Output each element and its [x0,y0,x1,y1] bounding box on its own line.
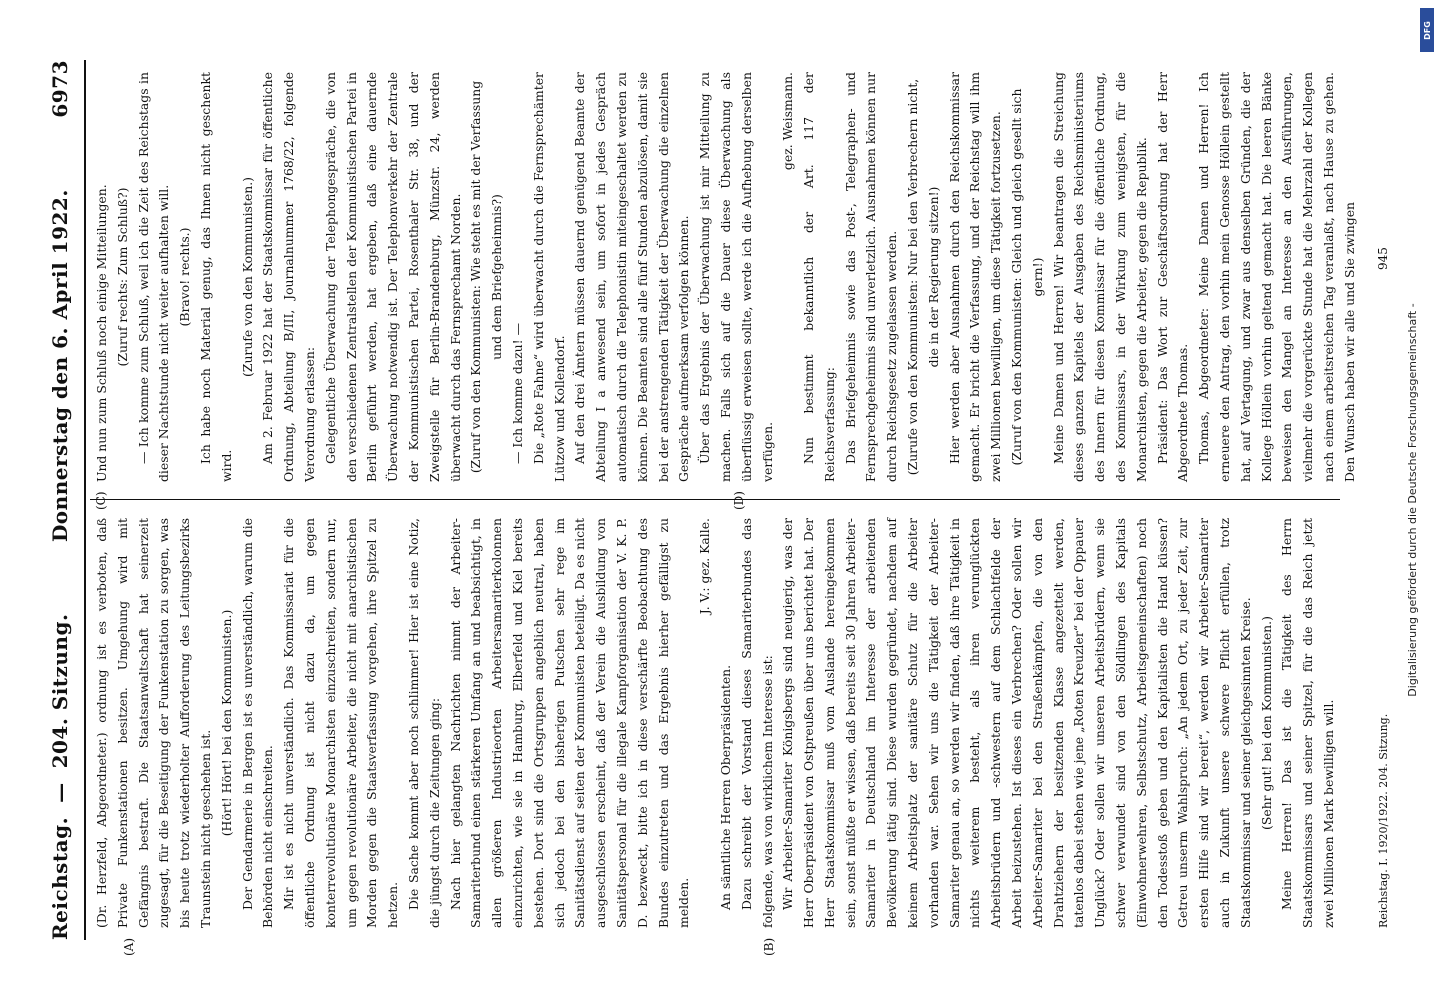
margin-marker-b: (B) [762,937,776,956]
speech-paragraph: Hier werden aber Ausnahmen durch den Reichskommissar gemacht. Er bricht die Verfassung, und der Reichstag will ihm zwei Millionen bewilligen, um diese Tätigkeit fortzusetzen. [946,72,1004,482]
speech-paragraph: Die Sache kommt aber noch schlimmer! Hier ist eine Notiz, die jüngst durch die Zeitungen ging: [405,518,442,928]
footer-sheet-number: 945 [1376,247,1390,270]
quoted-decree: Auf den drei Ämtern müssen dauernd genügend Beamte der Abteilung I a anwesend sein, um sofort in jedes Gespräch automatisch durch die Telephonistin miteingeschaltet werden zu können. Die Beamten sind alle fünf Stunden abzulösen, damit sie bei der anstrengenden Tätigkeit der Überwachung die einzelnen Gespräche aufmerksam verfolgen können. [572,72,692,482]
dfg-logo [1420,8,1434,52]
interjection: (Hört! Hört! bei den Kommunisten.) [218,609,234,837]
column-divider [90,499,1340,500]
speech-paragraph: Der Gendarmerie in Bergen ist es unverständlich, warum die Behörden nicht einschreiten. [239,518,276,928]
speech-paragraph: Meine Herren! Das ist die Tätigkeit des Herrn Staatskommissars und seiner Spitzel, für die das Reich jetzt zwei Millionen Mark bewilligen will. [1279,518,1337,928]
dfg-logo-text: DFG [1422,20,1432,40]
right-column [92,72,1361,482]
quoted-decree: Über das Ergebnis der Überwachung ist mir Mitteilung zu machen. Falls sich auf die Dauer diese Überwachung als überflüssig erweisen sollte, werde ich die Aufhebung derselben verfügen. [697,72,775,482]
quoted-decree: Die „Rote Fahne“ wird überwacht durch die Fernsprechämter Lützow und Kollendorf. [530,72,567,482]
signature: J. V.: gez. Kalle. [697,518,713,615]
quoted-notice: Nach hier gelangten Nachrichten nimmt der Arbeiter-Samariterbund einen stärkeren Umfang an und beabsichtigt, in allen größeren Industrieorten Arbeitersamariterkolonnen einzurichten, wie sie in Hamburg, Elberfeld und Kiel bereits bestehen. Dort sind die Ortsgruppen angeblich neutral, haben sich jedoch bei den bisherigen Putschen sehr rege im Sanitätsdienst auf seiten der Kommunisten beteiligt. Da es nicht ausgeschlossen erscheint, daß der Verein die Ausbildung von Sanitätspersonal für die illegale Kampforganisation der V. K. P. D. bezweckt, bitte ich in diese verschärfte Beobachtung des Bundes einzutreten und das Ergebnis hierher gefälligst zu melden. [447,518,692,928]
header-dash: — [48,782,72,803]
speech-paragraph: Thomas, Abgeordneter: Meine Damen und Herren! Ich erneuere den Antrag, den vorhin mein Genosse Höllein gestellt hat, auf Vertagung, und zwar aus denselben Gründen, die der Kollege Höllein vorhin geltend gemacht hat. Die leeren Bänke beweisen den Mangel an Interesse an den Ausführungen, vielmehr die vorgerückte Stunde hat die Mehrzahl der Kollegen nach einem arbeitsreichen Tag veranlaßt, nach Hause zu gehen. Den Wunsch haben wir alle und Sie zwingen [1196,72,1357,482]
left-column [92,518,1340,928]
speech-paragraph: (Dr. Herzfeld, Abgeordneter.) ordnung ist es verboten, daß Private Funkenstationen besitzen. Umgehung wird mit Gefängnis bestraft. Die Staatsanwaltschaft hat seinerzeit zugesagt, für die Beseitigung der Funkenstation zu sorgen, was bis heute trotz wiederholter Aufforderung des Leitungsbezirks Traunstein nicht geschehen ist. [94,518,213,928]
speech-paragraph: Am 2. Februar 1922 hat der Staatskommissar für öffentliche Ordnung, Abteilung B/III, Journalnummer 1768/22, folgende Verordnung erlassen: [260,72,317,482]
speech-paragraph: Dazu schreibt der Vorstand dieses Samariterbundes das folgende, was von wirklichem Interesse ist: [738,518,775,928]
speech-paragraph: Und nun zum Schluß noch einige Mitteilungen. [94,184,109,482]
margin-marker-c: (C) [94,491,108,510]
speech-paragraph: — Ich komme dazu! — [509,323,525,464]
speech-paragraph: Nun bestimmt bekanntlich der Art. 117 der Reichsverfassung: [801,72,837,482]
interjection: (Bravo! rechts.) [177,227,193,327]
quoted-decree: Gelegentliche Überwachung der Telephongespräche, die von den verschiedenen Zentralstellen der Kommunistischen Partei in Berlin geführt werden, hat ergeben, daß eine dauernde Überwachung notwendig ist. Der Telephonverkehr der Zentrale der Kommunistischen Partei, Rosenthaler Str. 38, und der Zweigstelle für Berlin-Brandenburg, Münzstr. 24, werden überwacht durch das Fernsprechamt Norden. [322,72,463,482]
speech-paragraph: — Ich komme zum Schluß, weil ich die Zeit des Reichstags in dieser Nachtstunde nicht weiter aufhalten will. [135,72,172,482]
speech-paragraph: Mir ist es nicht unverständlich. Das Kommissariat für die öffentliche Ordnung ist nicht dazu da, um gegen konterrevolutionäre Monarchisten einzuschreiten, sondern nur, um gegen revolutionäre Arbeiter, die nicht mit anarchistischen Morden gegen die Staatsverfassung vorgehen, ihre Spitzel zu hetzen. [281,518,401,928]
page-header [40,60,80,940]
digitization-credit [1402,10,1422,990]
document-page [32,40,1402,960]
footer-citation: Reichstag. I. 1920/1922. 204. Sitzung. [1377,713,1390,928]
addressee: An sämtliche Herren Oberpräsidenten. [717,664,733,910]
quoted-article: Das Briefgeheimnis sowie das Post-, Telegraphen- und Fernsprechgeheimnis sind unverletzlich. Ausnahmen können nur durch Reichsgesetz zugelassen werden. [842,72,900,482]
interjection: (Zuruf von den Kommunisten: Gleich und gleich gesellt sich gern!) [1009,88,1045,466]
margin-marker-d: (D) [732,491,746,510]
quoted-letter: Wir Arbeiter-Samariter Königsbergs sind neugierig, was der Herr Oberpräsident von Ostpreußen über uns berichtet hat. Der Herr Staatskommissar muß vom Auslande hereingekommen sein, sonst müßte er wissen, daß bereits seit 30 Jahren Arbeiter-Samariter in Deutschland im Interesse der arbeitenden Bevölkerung tätig sind. Diese wurden gegründet, nachdem auf keinem Arbeitsplatz der sanitäre Schutz für die Arbeiter vorhanden war. Sehen wir uns die Tätigkeit der Arbeiter-Samariter genau an, so werden wir finden, daß ihre Tätigkeit in nichts weiterem besteht, als ihren verunglückten Arbeitsbrüdern und -schwestern auf dem Schlachtfelde der Arbeit beizustehen. Ist dieses ein Verbrechen? Oder sollen wir Arbeiter-Samariter bei den Straßenkämpfen, die von den Drahtziehern der besitzenden Klasse angezettelt werden, tatenlos dabei stehen wie jene „Roten Kreuzler“ bei der Oppauer Unglück? Oder sollen wir unseren Arbeitsbrüdern, wenn sie schwer verwundet sind von den Söldlingen des Kapitals (Einwohnerwehren, Selbstschutz, Arbeitsgemeinschaften) noch den Todesstoß geben und den Kapitalisten die Hand küssen? Getreu unserm Wahlspruch: „An jedem Ort, zu jeder Zeit, zur ersten Hilfe sind wir bereit“, werden wir Arbeiter-Samariter auch in Zukunft unsere schwere Pflicht erfüllen, trotz Staatskommissar und seiner gleichgesinnten Kreise. [780,518,1253,928]
president-statement: Präsident: Das Wort zur Geschäftsordnung hat der Herr Abgeordnete Thomas. [1154,72,1191,482]
interjection: (Zuruf von den Kommunisten: Wie steht es mit der Verfassung und dem Briefgeheimnis?) [468,80,505,474]
header-date: Donnerstag den 6. April 1922. [48,189,72,543]
speech-paragraph: Meine Damen und Herren! Wir beantragen die Streichung dieses ganzen Kapitels der Ausgaben des Reichsministeriums des Innern für diesen Kommissar für die öffentliche Ordnung, des Kommissars, in der Wirkung zum wenigsten, für die Monarchisten, gegen die Arbeiter, gegen die Republik. [1050,72,1149,482]
header-page-number: 6973 [48,60,72,118]
header-session: 204. Sitzung. [48,613,72,769]
signature: gez. Weismann. [780,72,796,171]
interjection: (Zuruf rechts: Zum Schluß?) [114,187,130,367]
interjection: (Zurufe von den Kommunisten.) [239,177,255,377]
header-rule [84,60,86,940]
credit-text: Digitalisierung gefördert durch die Deutsche Forschungsgemeinschaft - [1405,303,1419,697]
header-publication: Reichstag. [48,816,72,940]
interjection: (Zurufe von den Kommunisten: Nur bei den Verbrechern nicht, die in der Regierung sitzen!) [905,78,941,476]
interjection: (Sehr gut! bei den Kommunisten.) [1258,616,1274,830]
speech-paragraph: Ich habe noch Material genug, das Ihnen nicht geschenkt wird. [197,72,234,482]
margin-marker-a: (A) [122,937,136,956]
